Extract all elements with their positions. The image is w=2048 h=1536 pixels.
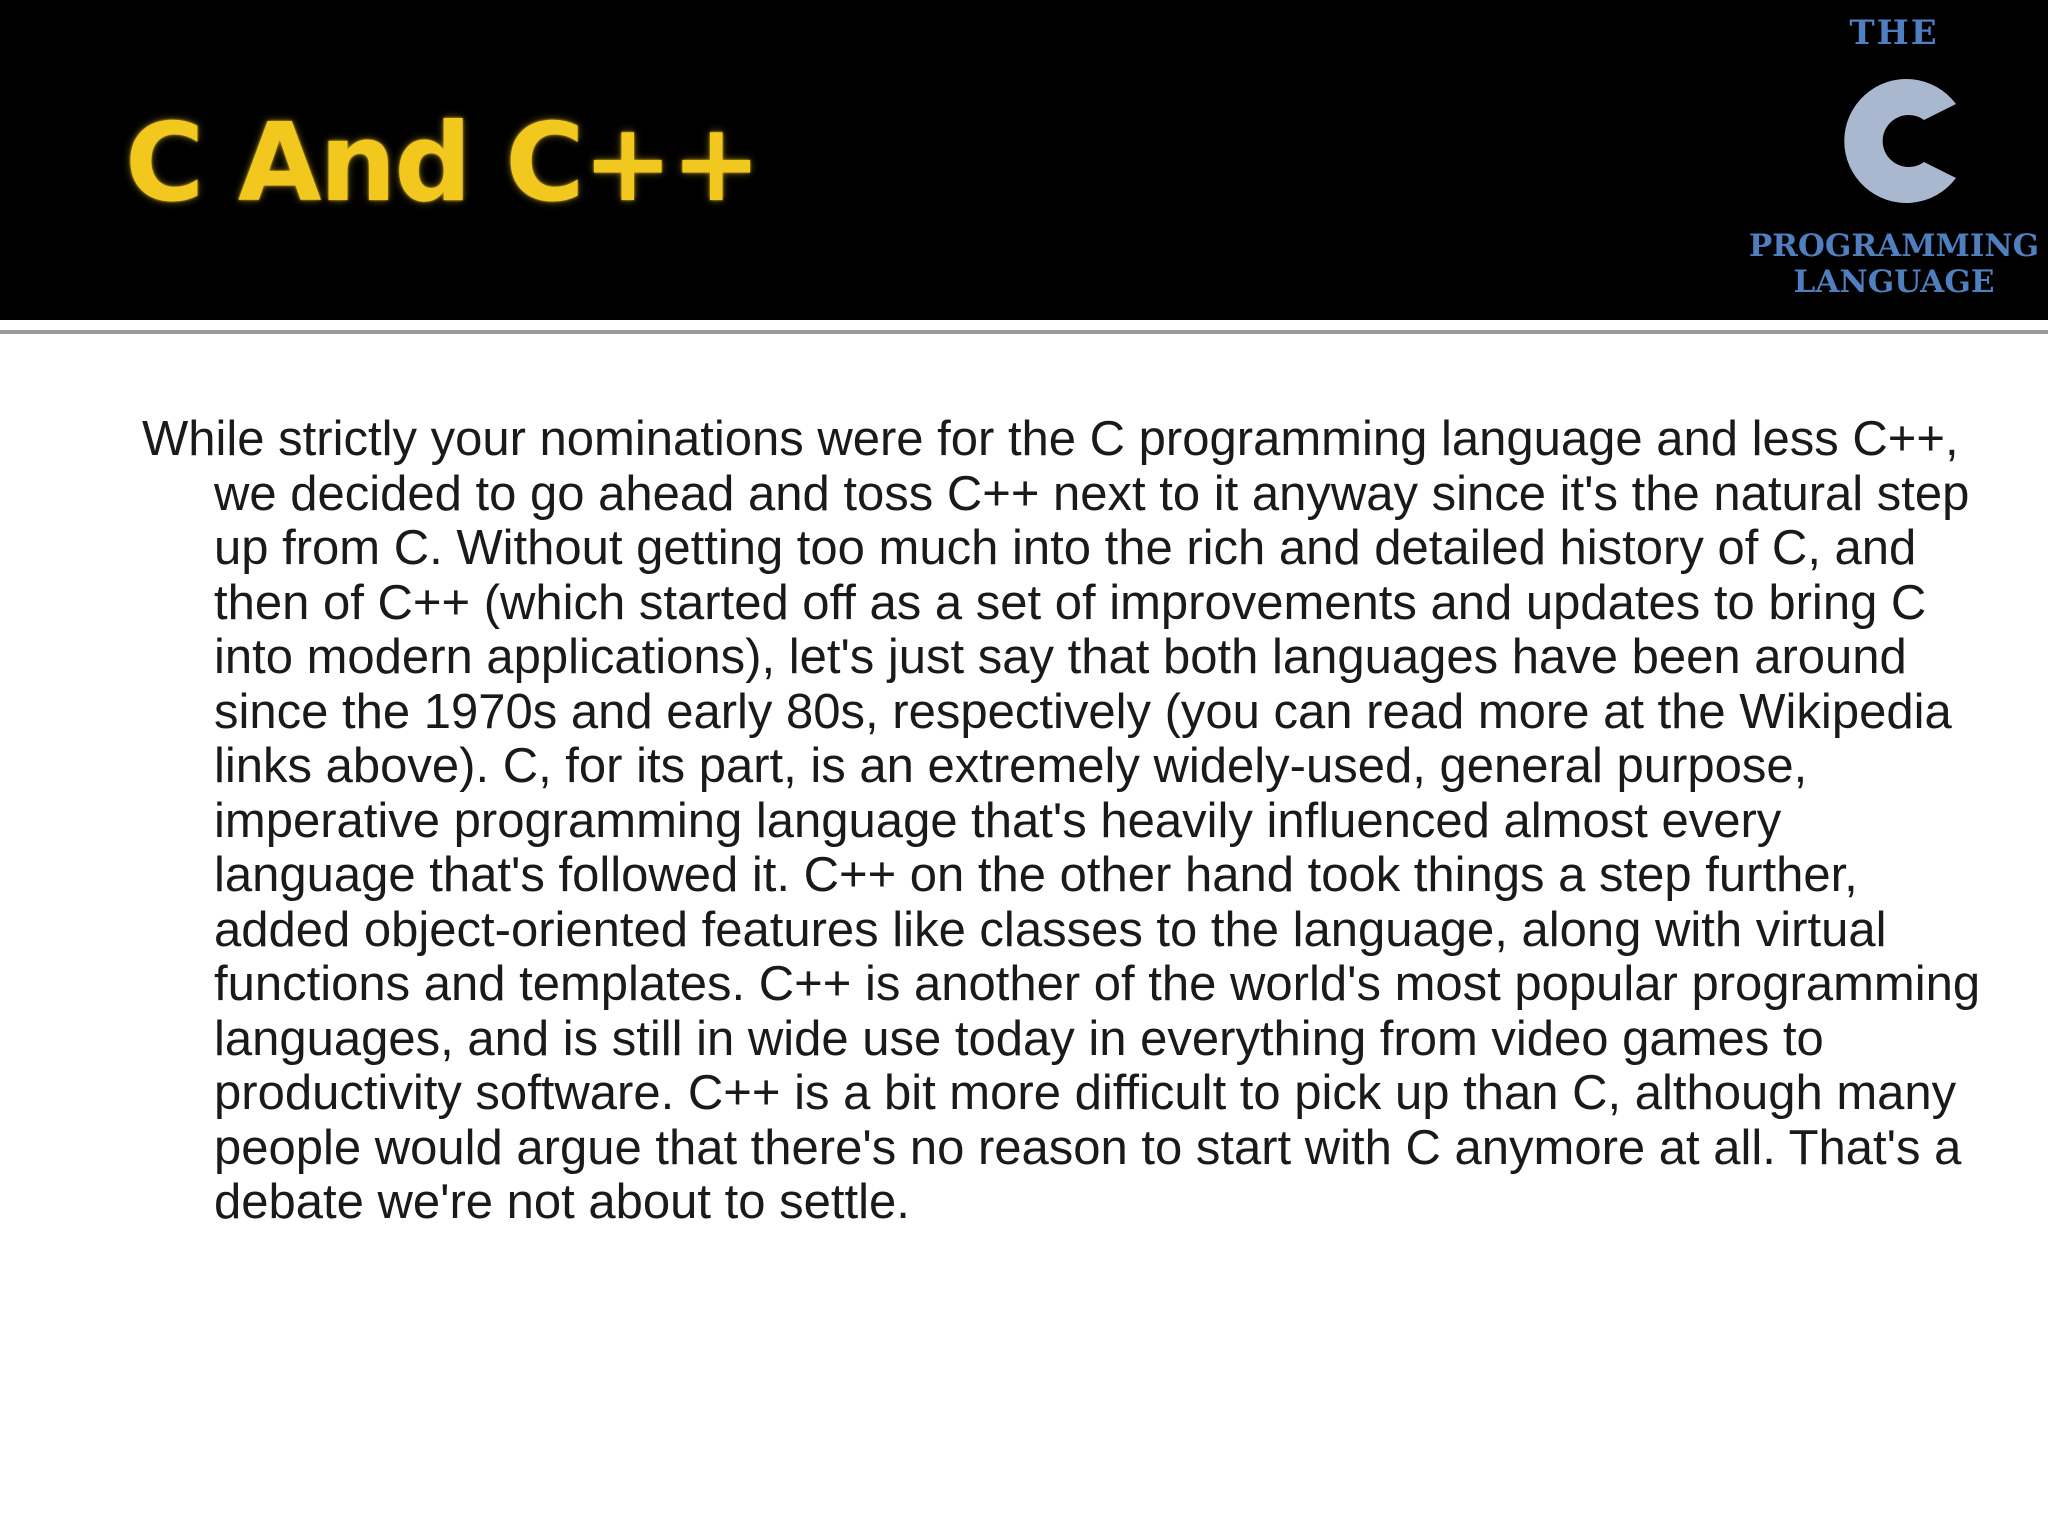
- slide-title: C And C++: [125, 101, 760, 226]
- logo-subtitle: [1740, 228, 2048, 300]
- c-programming-language-logo: [1740, 10, 2048, 310]
- c-letter-icon: [1828, 66, 1978, 216]
- logo-programming-label: PROGRAMMING: [1748, 228, 2040, 264]
- body-paragraph: While strictly your nominations were for the C programming language and less C++, we decided to go ahead and toss C++ next to it anyway since it's the natural step up from C. Without getting too much into the rich and detailed history of C, and then of C++ (which started off as a set of improvements and updates to bring C into modern applications), let's just say that both languages have been around since the 1970s and early 80s, respectively (you can read more at the Wikipedia links above). C, for its part, is an extremely widely-used, general purpose, imperative programming language that's heavily influenced almost every language that's followed it. C++ on the other hand took things a step further, added object-oriented features like classes to the language, along with virtual functions and templates. C++ is another of the world's most popular programming languages, and is still in wide use today in everything from video games to productivity software. C++ is a bit more difficult to pick up than C, although many people would argue that there's no reason to start with C anymore at all. That's a debate we're not about to settle.: [142, 412, 1981, 1229]
- title-divider: [0, 320, 2048, 328]
- title-bar: [0, 0, 2048, 320]
- logo-language-label: LANGUAGE: [1793, 264, 1995, 300]
- title-divider-shadow: [0, 330, 2048, 334]
- logo-the-label: THE: [1849, 13, 1939, 53]
